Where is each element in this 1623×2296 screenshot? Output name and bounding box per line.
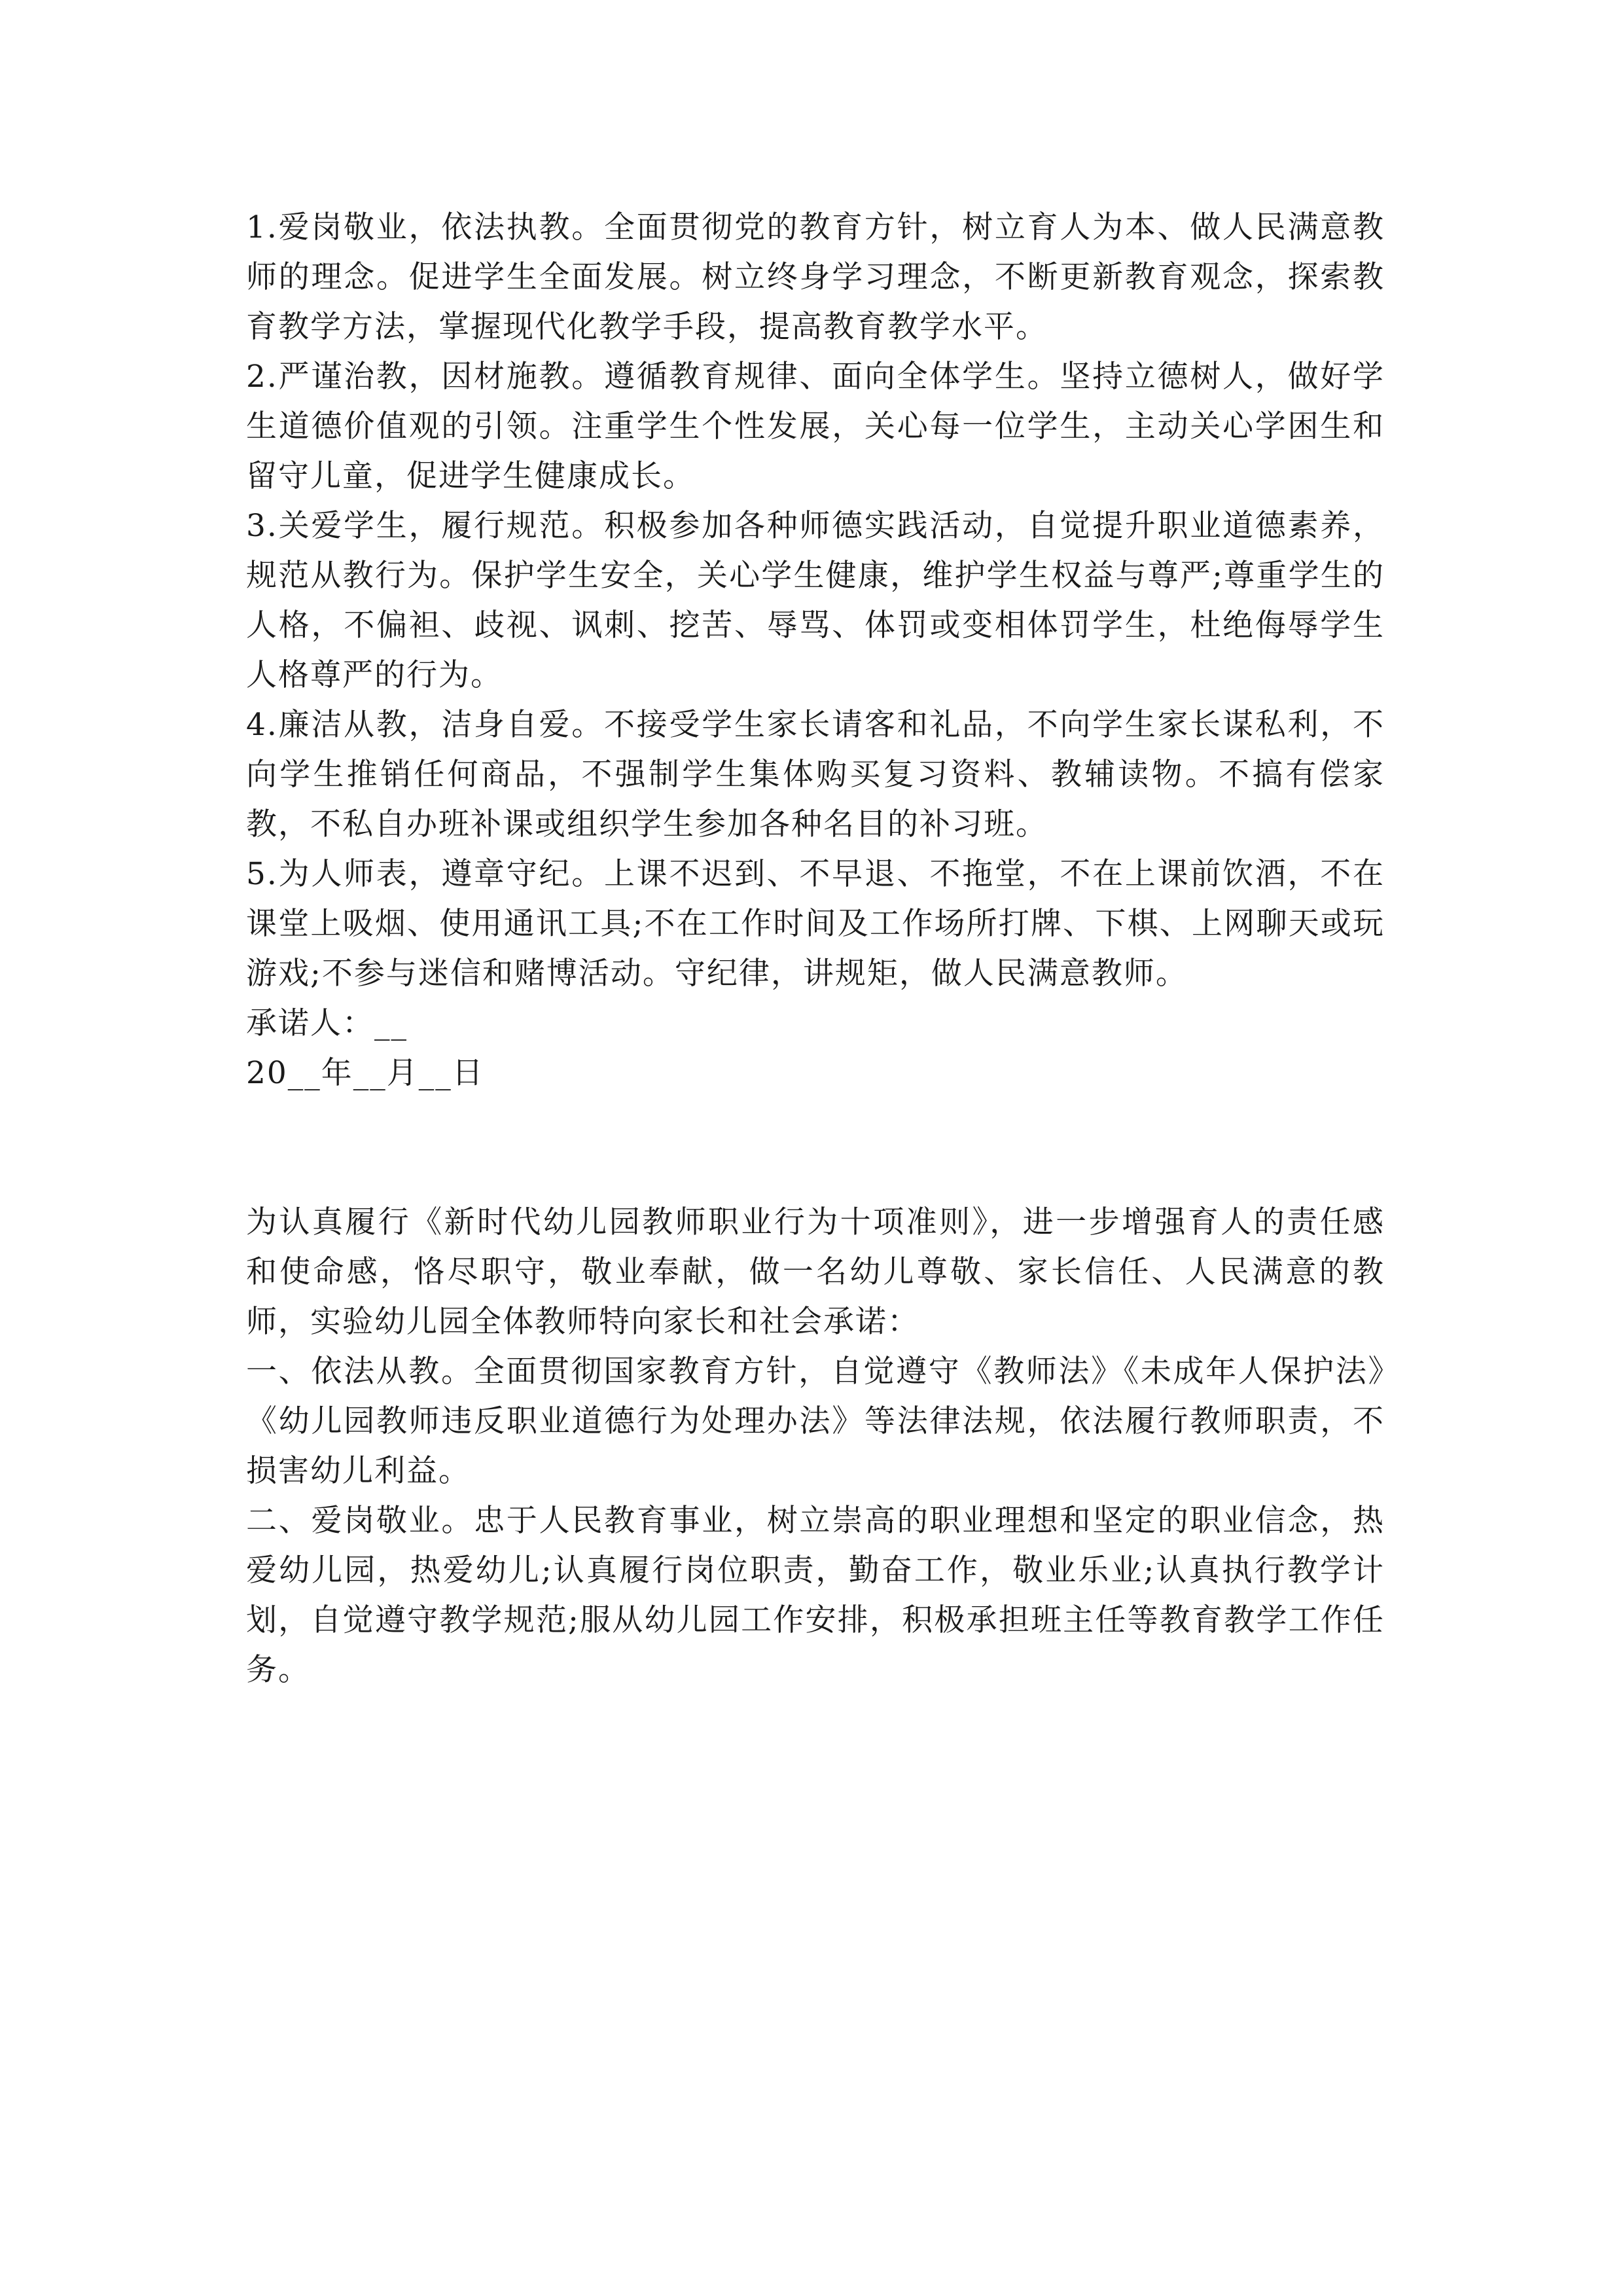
pledge-item-2: 2.严谨治教，因材施教。遵循教育规律、面向全体学生。坚持立德树人，做好学生道德价值观的引领。注重学生个性发展，关心每一位学生，主动关心学困生和留守儿童，促进学生健康成长。 [246, 359, 1385, 494]
pledge-item-4: 4.廉洁从教，洁身自爱。不接受学生家长请客和礼品，不向学生家长谋私利，不向学生推销任何商品，不强制学生集体购买复习资料、教辅读物。不搞有偿家教，不私自办班补课或组织学生参加各种名目的补习班。 [246, 707, 1385, 842]
pledge-item-3: 3.关爱学生，履行规范。积极参加各种师德实践活动，自觉提升职业道德素养，规范从教行为。保护学生安全，关心学生健康，维护学生权益与尊严;尊重学生的人格，不偏袒、歧视、讽刺、挖苦、辱骂、体罚或变相体罚学生，杜绝侮辱学生人格尊严的行为。 [246, 508, 1385, 693]
pledge-article-2: 二、爱岗敬业。忠于人民教育事业，树立崇高的职业理想和坚定的职业信念，热爱幼儿园，热爱幼儿;认真履行岗位职责，勤奋工作，敬业乐业;认真执行教学计划，自觉遵守教学规范;服从幼儿园工作安排，积极承担班主任等教育教学工作任务。 [246, 1503, 1385, 1688]
pledge-item-5: 5.为人师表，遵章守纪。上课不迟到、不早退、不拖堂，不在上课前饮酒，不在课堂上吸烟、使用通讯工具;不在工作时间及工作场所打牌、下棋、上网聊天或玩游戏;不参与迷信和赌博活动。守纪律，讲规矩，做人民满意教师。 [246, 856, 1385, 992]
signer-line: 承诺人：__ [246, 1005, 408, 1041]
document-body [246, 203, 1385, 1695]
date-line: 20__年__月__日 [246, 1055, 484, 1091]
pledge-article-1: 一、依法从教。全面贯彻国家教育方针，自觉遵守《教师法》《未成年人保护法》《幼儿园教师违反职业道德行为处理办法》等法律法规，依法履行教师职责，不损害幼儿利益。 [246, 1354, 1385, 1489]
pledge-item-1: 1.爱岗敬业，依法执教。全面贯彻党的教育方针，树立育人为本、做人民满意教师的理念。促进学生全面发展。树立终身学习理念，不断更新教育观念，探索教育教学方法，掌握现代化教学手段，提高教育教学水平。 [246, 209, 1385, 345]
pledge-intro: 为认真履行《新时代幼儿园教师职业行为十项准则》，进一步增强育人的责任感和使命感，恪尽职守，敬业奉献，做一名幼儿尊敬、家长信任、人民满意的教师，实验幼儿园全体教师特向家长和社会承诺： [246, 1204, 1385, 1340]
